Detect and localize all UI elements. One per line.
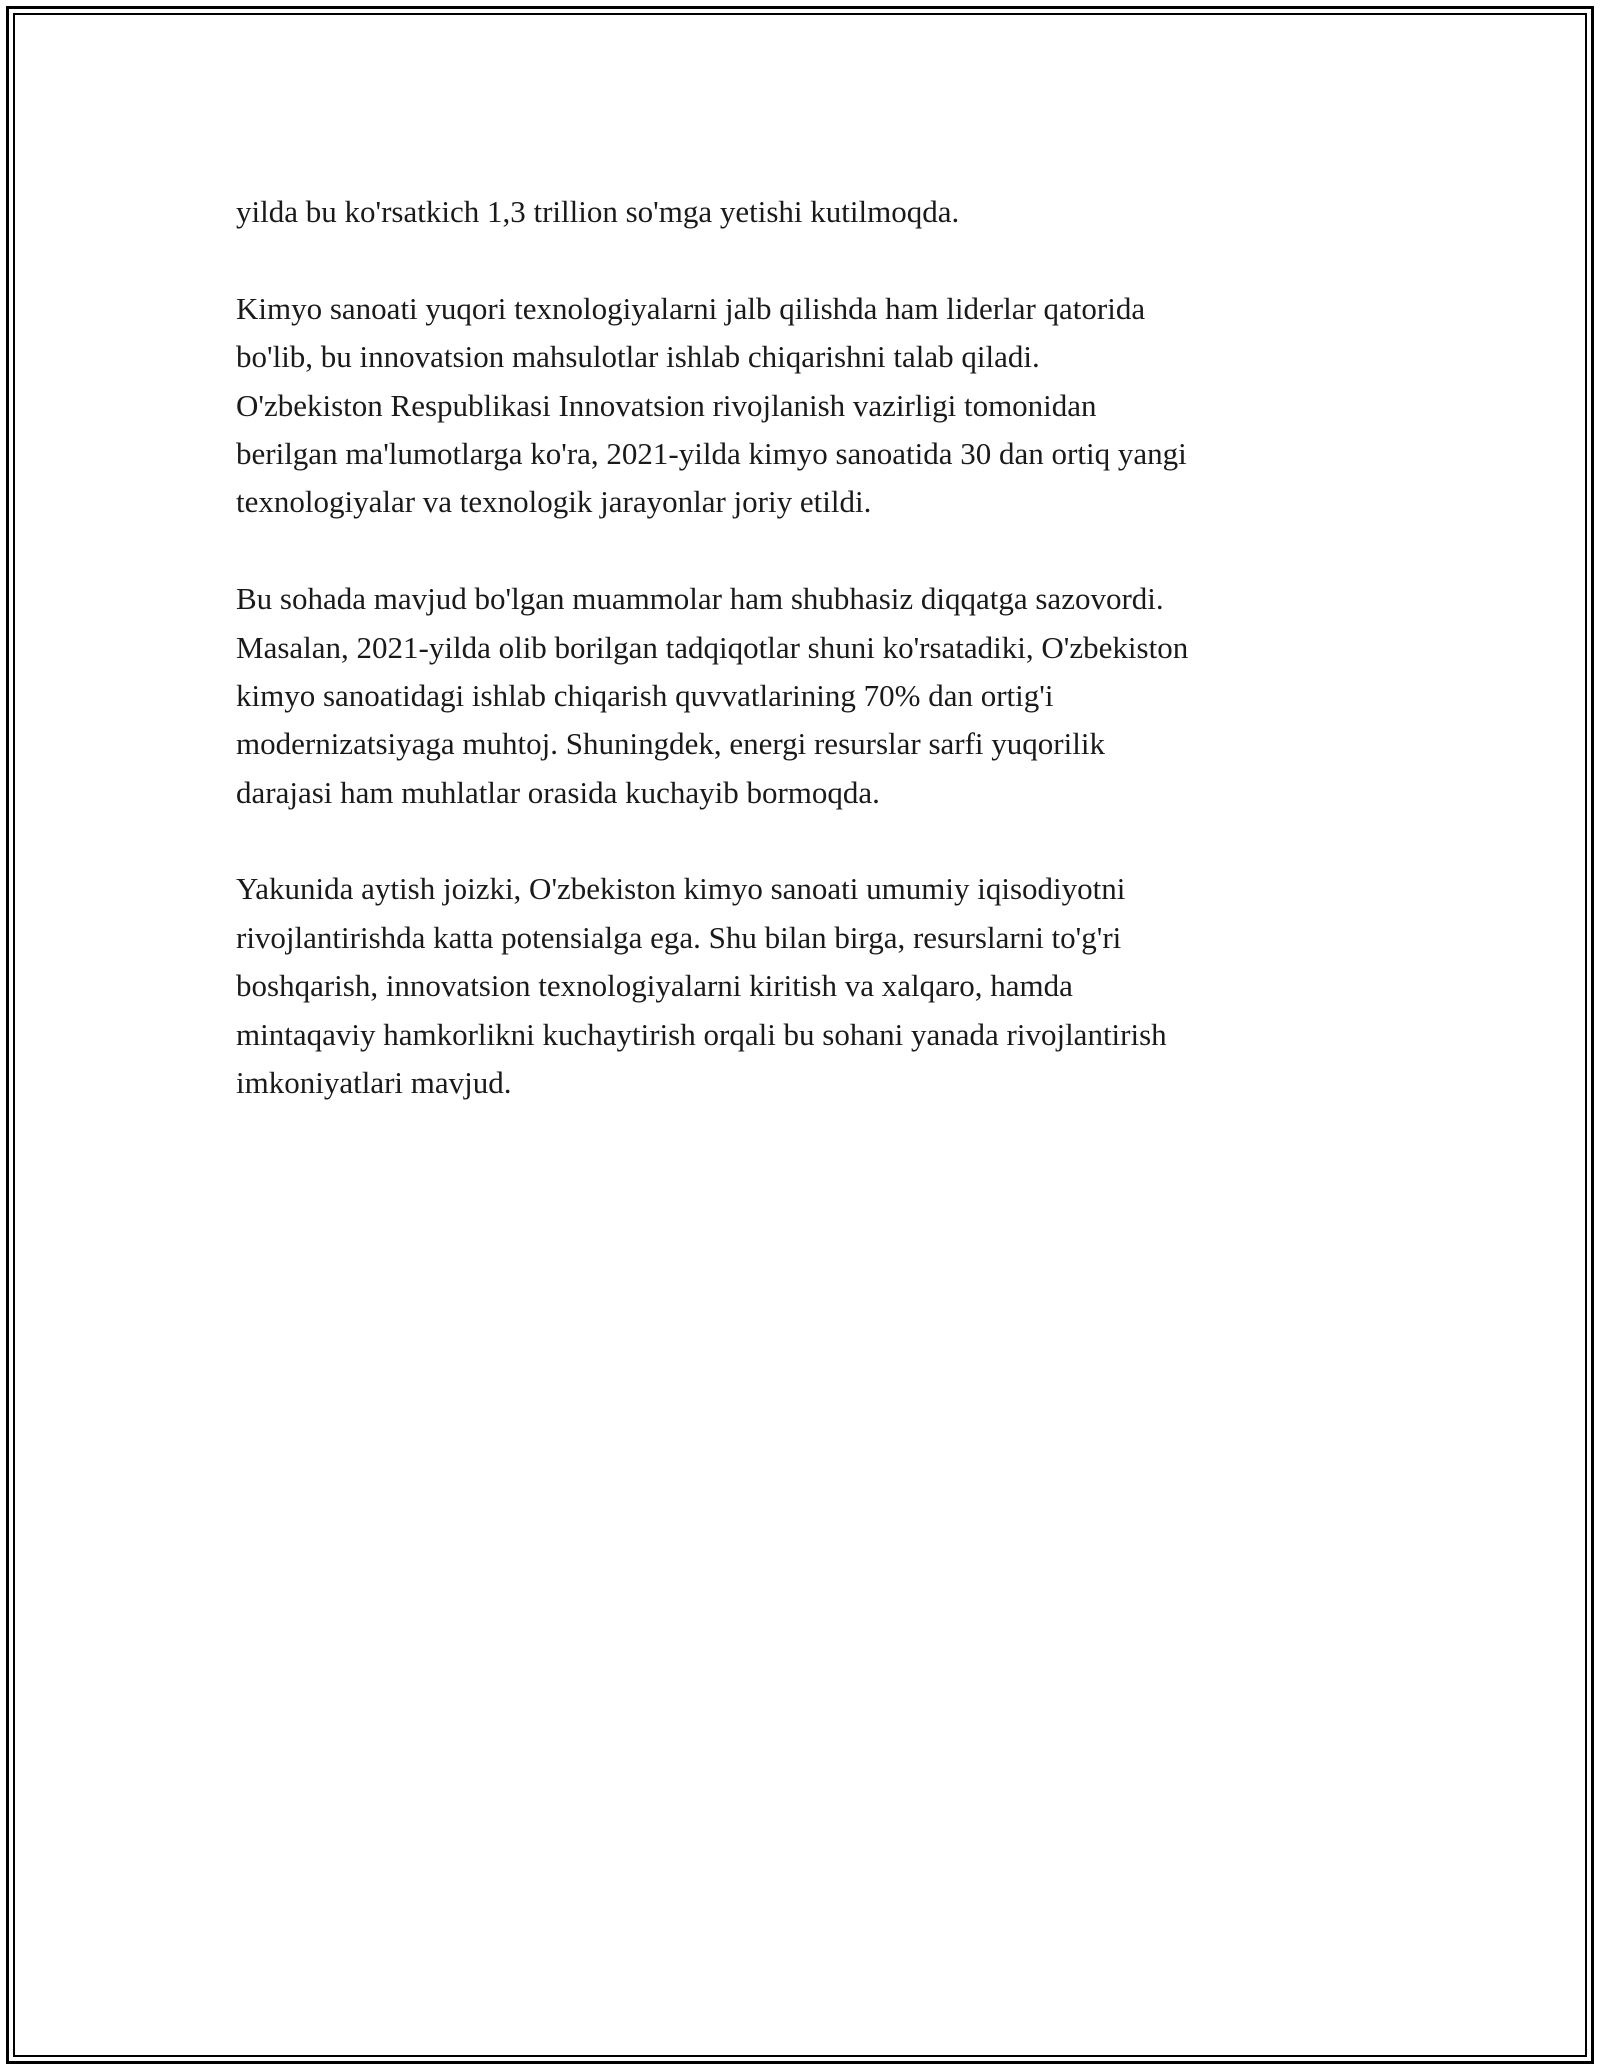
paragraph-line: yilda bu ko'rsatkich 1,3 trillion so'mga yetishi kutilmoqda. [236, 194, 960, 229]
paragraph-line: imkoniyatlari mavjud. [236, 1065, 512, 1101]
paragraph-line: Yakunida aytish joizki, O'zbekiston kimyo sanoati umumiy iqisodiyotni [236, 871, 1126, 907]
paragraph-line: boshqarish, innovatsion texnologiyalarni kiritish va xalqaro, hamda [236, 968, 1073, 1004]
paragraph-line: Masalan, 2021-yilda olib borilgan tadqiqotlar shuni ko'rsatadiki, O'zbekiston [236, 629, 1189, 665]
paragraph-line: modernizatsiyaga muhtoj. Shuningdek, energi resurslar sarfi yuqorilik [236, 726, 1105, 762]
paragraph-line: texnologiyalar va texnologik jarayonlar joriy etildi. [236, 484, 872, 520]
document-body [236, 188, 1376, 1107]
paragraph-line: mintaqaviy hamkorlikni kuchaytirish orqali bu sohani yanada rivojlantirish [236, 1016, 1167, 1052]
paragraph-2 [236, 285, 1376, 527]
paragraph-line: bo'lib, bu innovatsion mahsulotlar ishlab chiqarishni talab qiladi. [236, 339, 1040, 375]
paragraph-4 [236, 865, 1376, 1107]
paragraph-3 [236, 575, 1376, 817]
paragraph-1 [236, 188, 1376, 236]
paragraph-line: Bu sohada mavjud bo'lgan muammolar ham shubhasiz diqqatga sazovordi. [236, 581, 1164, 617]
paragraph-line: darajasi ham muhlatlar orasida kuchayib bormoqda. [236, 774, 880, 810]
paragraph-line: rivojlantirishda katta potensialga ega. Shu bilan birga, resurslarni to'g'ri [236, 919, 1122, 955]
paragraph-line: Kimyo sanoati yuqori texnologiyalarni jalb qilishda ham liderlar qatorida [236, 290, 1146, 326]
paragraph-line: kimyo sanoatidagi ishlab chiqarish quvvatlarining 70% dan ortig'i [236, 677, 1054, 713]
paragraph-line: O'zbekiston Respublikasi Innovatsion rivojlanish vazirligi tomonidan [236, 387, 1097, 423]
paragraph-line: berilgan ma'lumotlarga ko'ra, 2021-yilda kimyo sanoatida 30 dan ortiq yangi [236, 435, 1187, 471]
